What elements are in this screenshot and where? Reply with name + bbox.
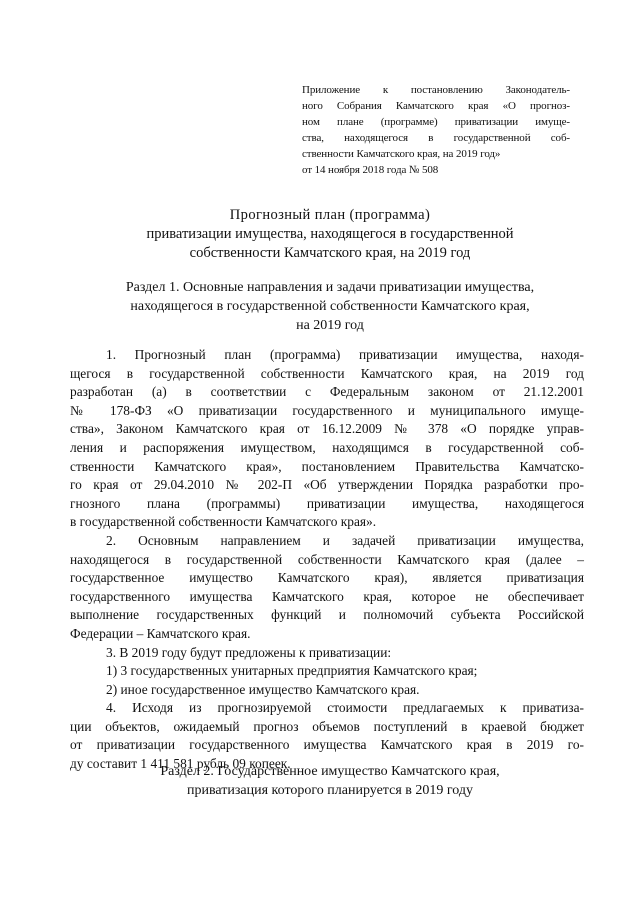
paragraph-line: разработан (а) в соответствии с Федеральным законом от 21.12.2001	[70, 384, 584, 400]
appendix-line: ном плане (программе) приватизации имуще-	[302, 116, 570, 128]
paragraph-line: ду составит 1 411 581 рубль 09 копеек.	[70, 756, 291, 772]
paragraph-line: 1. Прогнозный план (программа) приватизации имущества, находя-	[106, 347, 584, 362]
paragraph-line: находящегося в государственной собственности Камчатского края (далее –	[70, 551, 584, 567]
document-title	[80, 206, 580, 263]
appendix-note	[302, 82, 570, 178]
section-heading-line: приватизация которого планируется в 2019 году	[187, 783, 473, 798]
section-heading-line: находящегося в государственной собственности Камчатского края,	[130, 299, 530, 314]
paragraph-line: № 178-ФЗ «О приватизации государственного и муниципального имуще-	[70, 402, 584, 418]
paragraph-line: 3. В 2019 году будут предложены к приватизации:	[106, 644, 392, 660]
paragraph-line: государственное имущество Камчатского края), является приватизация	[70, 570, 584, 586]
section-heading-line: Раздел 2. Государственное имущество Камчатского края,	[160, 764, 500, 779]
section-heading-line: Раздел 1. Основные направления и задачи приватизации имущества,	[125, 280, 535, 295]
appendix-line: ственности Камчатского края, на 2019 год»	[302, 148, 501, 160]
list-item: 2) иное государственное имущество Камчатского края.	[106, 681, 420, 697]
section-1-heading	[80, 278, 580, 335]
section-heading-line: на 2019 год	[296, 318, 364, 333]
document-body	[70, 346, 584, 774]
paragraph-line: 4. Исходя из прогнозируемой стоимости предлагаемых к приватиза-	[106, 700, 584, 716]
title-line: собственности Камчатского края, на 2019 год	[189, 245, 471, 261]
paragraph-line: щегося в государственной собственности Камчатского края, на 2019 год	[70, 365, 584, 381]
paragraph-line: от приватизации государственного имущества Камчатского края в 2019 го-	[70, 737, 584, 753]
paragraph-line: ления и распоряжения имуществом, находящимся в государственной соб-	[70, 439, 584, 455]
paragraph-line: государственного имущества Камчатского края, которое не обеспечивает	[70, 588, 584, 604]
appendix-line: ного Собрания Камчатского края «О прогноз-	[302, 100, 570, 112]
paragraph-line: гнозного плана (программы) приватизации имущества, находящегося	[70, 495, 584, 511]
title-line: Прогнозный план (программа)	[229, 207, 431, 223]
title-line: приватизации имущества, находящегося в государственной	[146, 226, 514, 242]
appendix-line: от 14 ноября 2018 года № 508	[302, 164, 439, 176]
appendix-line: Приложение к постановлению Законодатель-	[302, 84, 570, 96]
paragraph-line: в государственной собственности Камчатского края».	[70, 514, 377, 530]
paragraph-line: го края от 29.04.2010 № 202-П «Об утверждении Порядка разработки про-	[70, 477, 584, 493]
appendix-line: ства, находящегося в государственной соб-	[302, 132, 570, 144]
paragraph-line: ции объектов, ожидаемый прогноз объемов поступлений в краевой бюджет	[70, 718, 584, 734]
paragraph-line: 2. Основным направлением и задачей приватизации имущества,	[106, 532, 584, 548]
paragraph-line: ственности Камчатского края», постановлением Правительства Камчатско-	[70, 458, 584, 474]
paragraph-line: выполнение государственных функций и полномочий субъекта Российской	[70, 607, 584, 623]
paragraph-line: ства», Законом Камчатского края от 16.12.2009 № 378 «О порядке управ-	[70, 421, 584, 437]
list-item: 1) 3 государственных унитарных предприятия Камчатского края;	[106, 663, 478, 679]
section-2-heading	[80, 762, 580, 800]
paragraph-line: Федерации – Камчатского края.	[70, 625, 251, 641]
